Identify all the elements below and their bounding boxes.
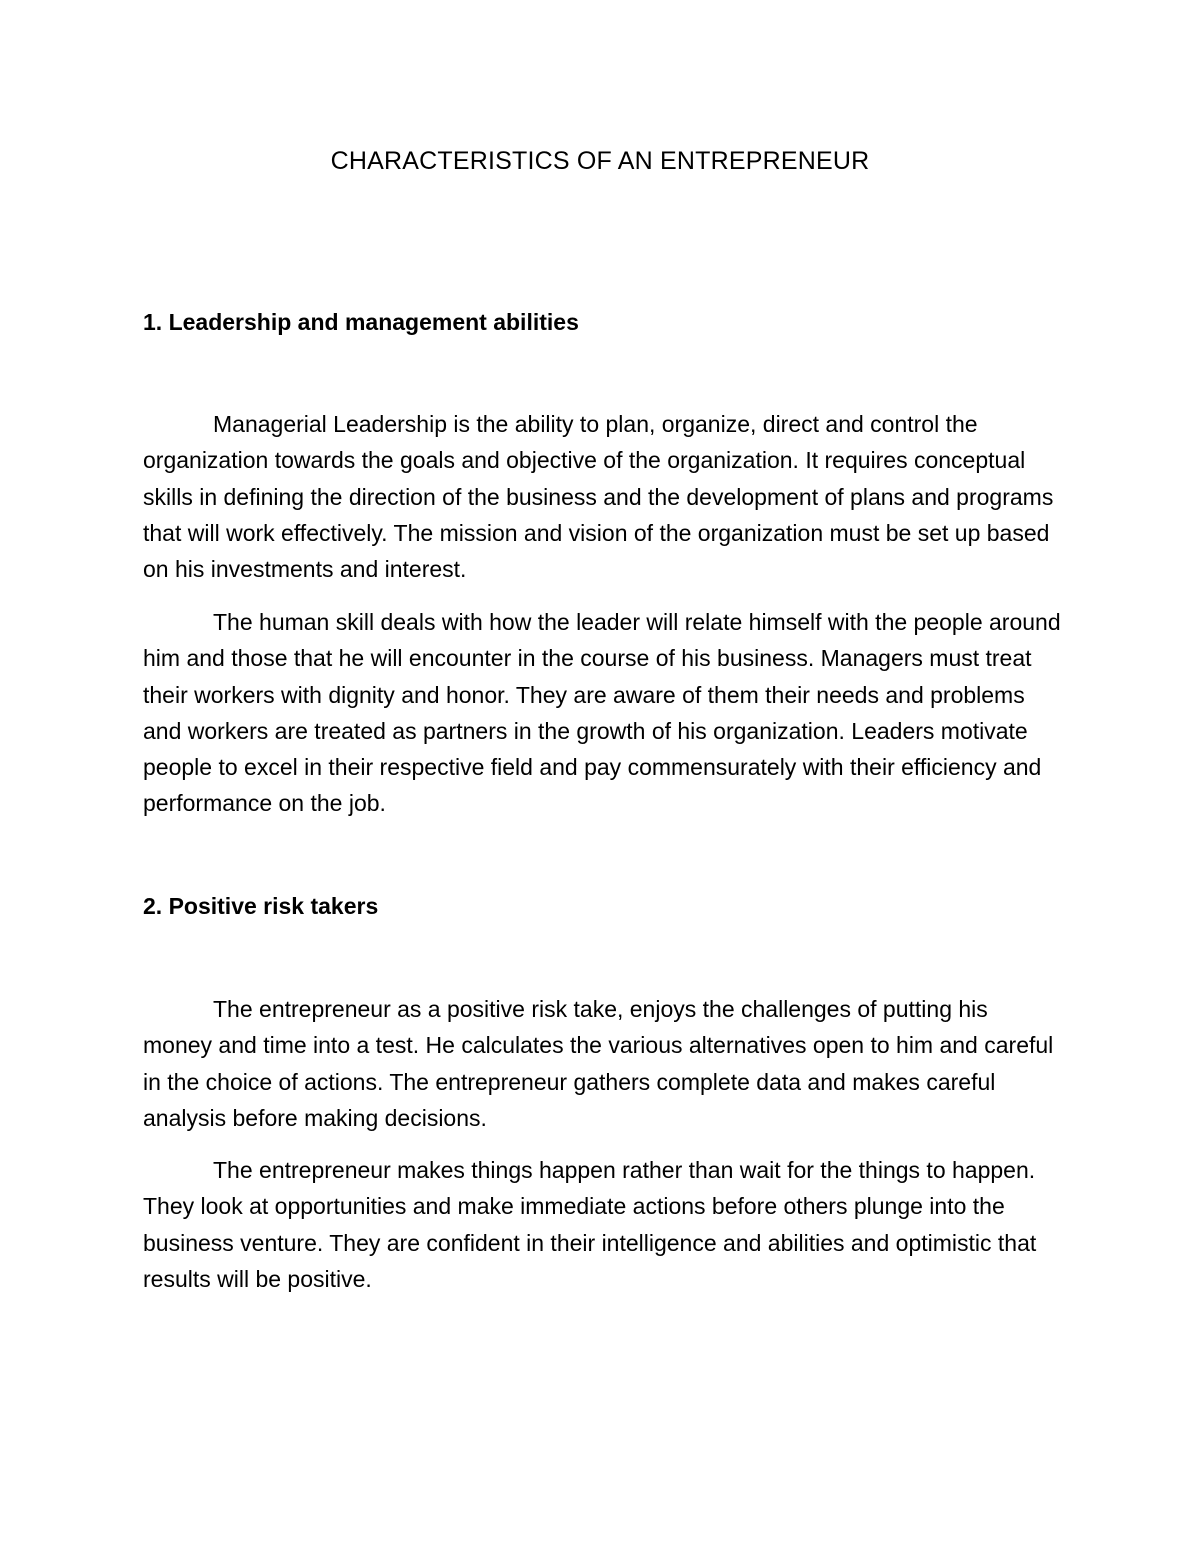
paragraph-managerial-leadership: Managerial Leadership is the ability to plan, organize, direct and control the organization towards the goals and objective of the organization. It requires conceptual skills in defining the direction of the business and the development of plans and programs that will work effectively. The mission and vision of the organization must be set up based on his investments and interest. xyxy=(143,411,1054,583)
paragraph-human-skill: The human skill deals with how the leader will relate himself with the people around him and those that he will encounter in the course of his business. Managers must treat their workers with dignity and honor. They are aware of them their needs and problems and workers are treated as partners in the growth of his organization. Leaders motivate people to excel in their respective field and pay commensurately with their efficiency and performance on the job. xyxy=(143,609,1061,817)
section-heading-risk-takers: 2. Positive risk takers xyxy=(143,893,379,919)
paragraph-makes-things-happen: The entrepreneur makes things happen rather than wait for the things to happen. They look at opportunities and make immediate actions before others plunge into the business venture. They are confident in their intelligence and abilities and optimistic that results will be positive. xyxy=(143,1157,1037,1292)
paragraph-positive-risk: The entrepreneur as a positive risk take, enjoys the challenges of putting his money and time into a test. He calculates the various alternatives open to him and careful in the choice of actions. The entrepreneur gathers complete data and makes careful analysis before making decisions. xyxy=(143,996,1054,1131)
section-heading-leadership: 1. Leadership and management abilities xyxy=(143,309,579,335)
document-title: CHARACTERISTICS OF AN ENTREPRENEUR xyxy=(330,147,870,175)
